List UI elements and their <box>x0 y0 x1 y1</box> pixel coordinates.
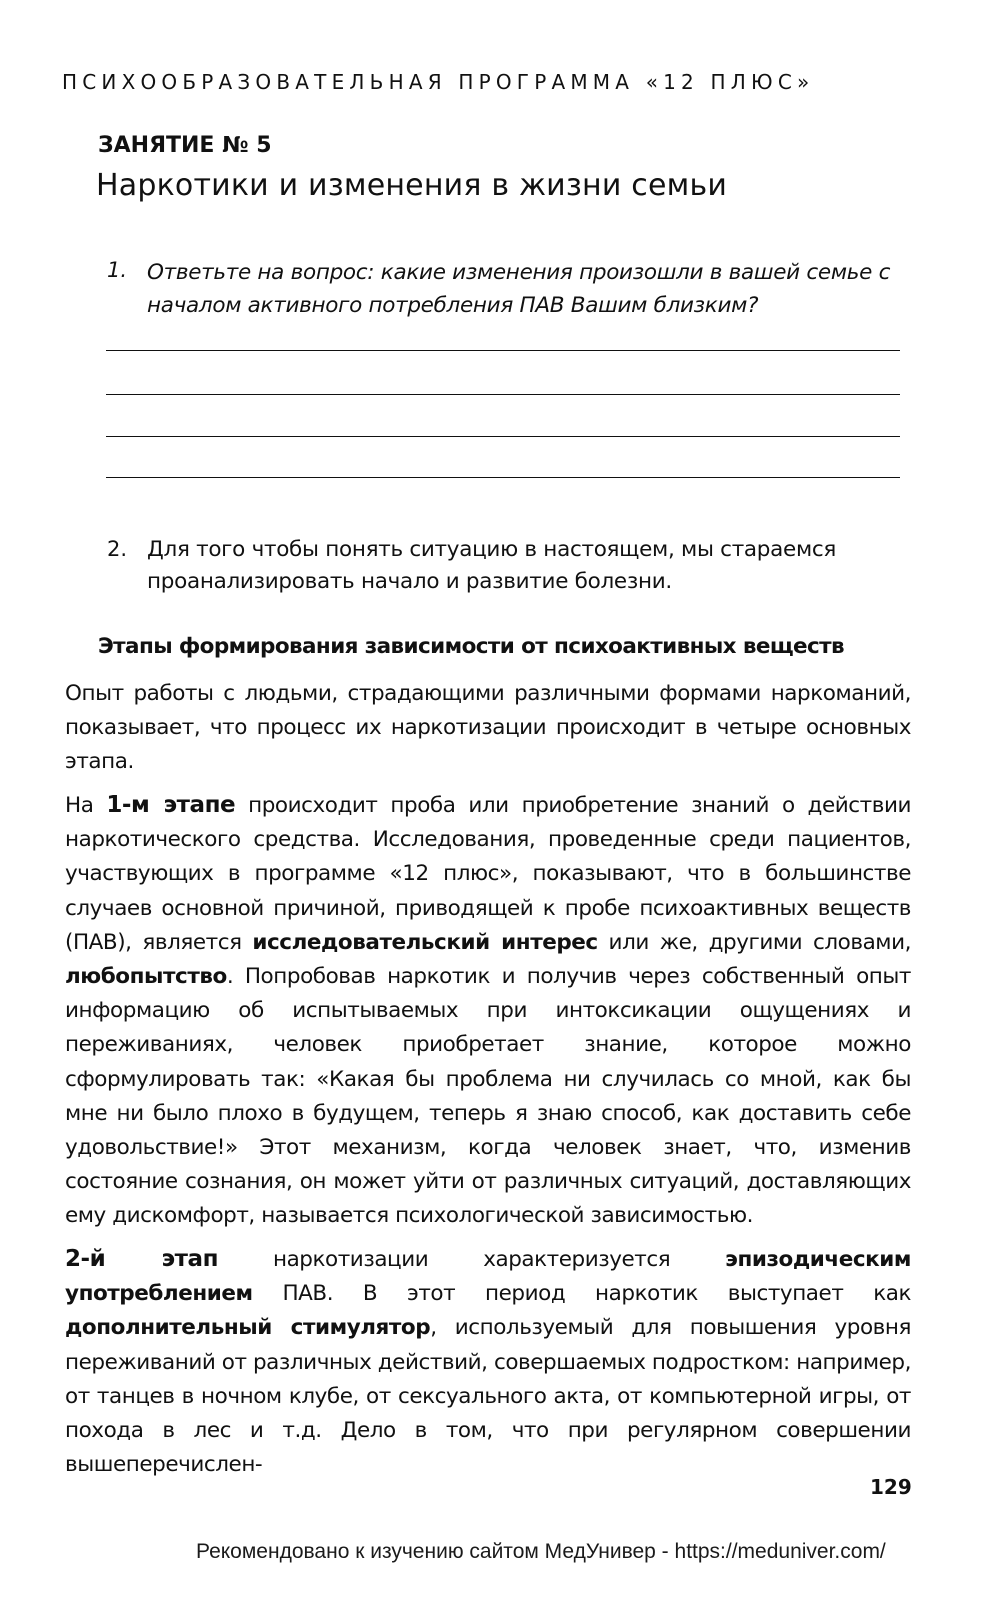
text-run: . Попробовав наркотик и получив через собственный опыт информацию об испытываемых при интоксикации ощущениях и переживаниях, человек приобретает знание, которое можно сформулировать так: «Какая бы проблема ни случилась со мной, как бы мне ни было плохо в будущем, теперь я знаю способ, как доставить себе удовольствие!» Этот механизм, когда человек знает, что, изменив состояние сознания, он может уйти от различных ситуаций, доставляющих ему дискомфорт, называется психологической зависимостью. <box>65 964 911 1229</box>
lesson-title: Наркотики и изменения в жизни семьи <box>96 168 728 203</box>
running-head: ПСИХООБРАЗОВАТЕЛЬНАЯ ПРОГРАММА «12 ПЛЮС» <box>62 70 815 94</box>
paragraph-stage-1 <box>65 788 911 1234</box>
text-run: наркотизации характеризуется <box>218 1247 726 1272</box>
question-1-text: Ответьте на вопрос: какие изменения произошли в вашей семье с началом активного потребления ПАВ Вашим близким? <box>147 260 891 318</box>
bold-term-episodic-use: эпизодическим употреблением <box>65 1247 911 1307</box>
question-2-text: Для того чтобы понять ситуацию в настоящем, мы стараемся проанализировать начало и развитие болезни. <box>147 537 837 594</box>
bold-term-stimulant: дополнительный стимулятор <box>65 1315 431 1341</box>
answer-line[interactable] <box>106 394 900 395</box>
bold-term-research-interest: исследовательский интерес <box>252 929 598 955</box>
text-run: На <box>65 793 107 818</box>
bold-term-stage-2: 2-й этап <box>65 1246 219 1272</box>
bold-term-stage-1: 1-м этапе <box>106 792 236 818</box>
paragraph-stage-2 <box>65 1242 911 1482</box>
answer-line[interactable] <box>106 436 900 437</box>
text-run: ПАВ. В этот период наркотик выступает как <box>252 1281 911 1307</box>
answer-line[interactable] <box>106 477 900 478</box>
section-heading: Этапы формирования зависимости от психоактивных веществ <box>98 634 844 659</box>
text-run: происходит проба или приобретение знаний о действии наркотического средства. Исследования, проведенные среди пациентов, участвующих в программе «12 плюс», показывают, что в большинстве случаев основной причиной, приводящей к пробе психоактивных веществ (ПАВ), является <box>65 793 911 955</box>
question-2-number: 2. <box>107 537 128 561</box>
answer-line[interactable] <box>106 350 900 351</box>
footer-note: Рекомендовано к изучению сайтом МедУнивер - https://meduniver.com/ <box>196 1540 886 1563</box>
paragraph-intro: Опыт работы с людьми, страдающими различными формами наркоманий, показывает, что процесс их наркотизации происходит в четыре основных этапа. <box>65 681 911 775</box>
text-run: или же, другими словами, <box>597 929 911 955</box>
page-number: 129 <box>870 1475 912 1499</box>
text-run: , используемый для повышения уровня переживаний от различных действий, совершаемых подростком: например, от танцев в ночном клубе, от сексуального акта, от компьютерной игры, от похода в лес и т.д. Дело в том, что при регулярном совершении вышеперечислен- <box>65 1315 911 1478</box>
lesson-number: ЗАНЯТИЕ № 5 <box>98 133 272 158</box>
bold-term-curiosity: любопытство <box>65 964 227 990</box>
question-1-number: 1. <box>107 258 128 282</box>
